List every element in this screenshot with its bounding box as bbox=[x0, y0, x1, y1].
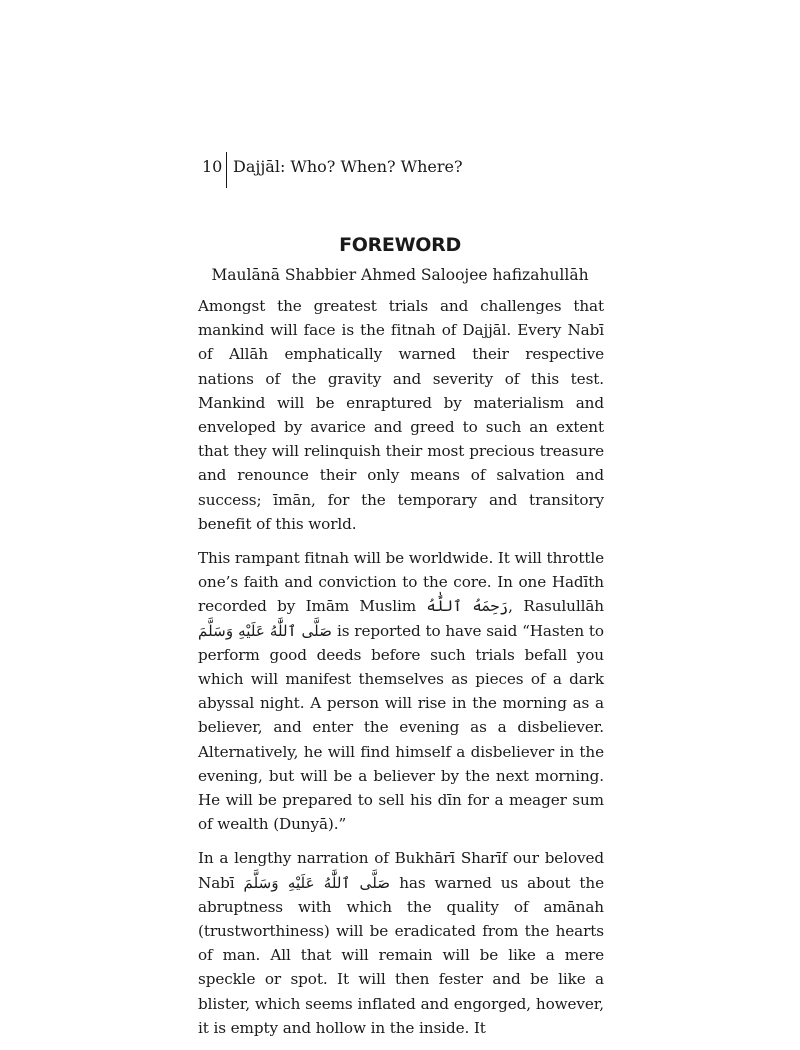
page-number: 10 bbox=[202, 157, 223, 176]
page-header bbox=[0, 152, 800, 192]
running-title: Dajjāl: Who? When? Where? bbox=[233, 157, 463, 176]
author-byline: Maulānā Shabbier Ahmed Saloojee hafizahullāh bbox=[211, 266, 589, 284]
chapter-title: FOREWORD bbox=[339, 234, 461, 256]
header-divider bbox=[226, 152, 227, 188]
body-text bbox=[198, 294, 604, 1050]
paragraph-2: This rampant fitnah will be worldwide. It will throttle one’s faith and conviction to the core. In one Hadīth recorded by Imām Muslim رَحِمَهُ ٱللَّٰهُ, Rasulullāh صَلَّى ٱللَّٰهُ عَلَيْهِ وَسَلَّمَ is reported to have said “Hasten to perform good deeds before such trials befall you which will manifest themselves as pieces of a dark abyssal night. A person will rise in the morning as a believer, and enter the evening as a disbeliever. Alternatively, he will find himself a disbeliever in the evening, but will be a believer by the next morning. He will be prepared to sell his dīn for a meager sum of wealth (Dunyā).” bbox=[198, 549, 604, 834]
paragraph-3: In a lengthy narration of Bukhārī Sharīf our beloved Nabī صَلَّى ٱللَّٰهُ عَلَيْهِ وَسَلَّمَ has warned us about the abruptness with which the quality of amānah (trustworthiness) will be eradicated from the hearts of man. All that will remain will be like a mere speckle or spot. It will then fester and be like a blister, which seems inflated and engorged, however, it is empty and hollow in the inside. It bbox=[198, 849, 604, 1037]
paragraph-1: Amongst the greatest trials and challenges that mankind will face is the fitnah of Dajjāl. Every Nabī of Allāh emphatically warned their respective nations of the gravity and severity of this test. Mankind will be enraptured by materialism and enveloped by avarice and greed to such an extent that they will relinquish their most precious treasure and renounce their only means of salvation and success; īmān, for the temporary and transitory benefit of this world. bbox=[198, 297, 604, 533]
